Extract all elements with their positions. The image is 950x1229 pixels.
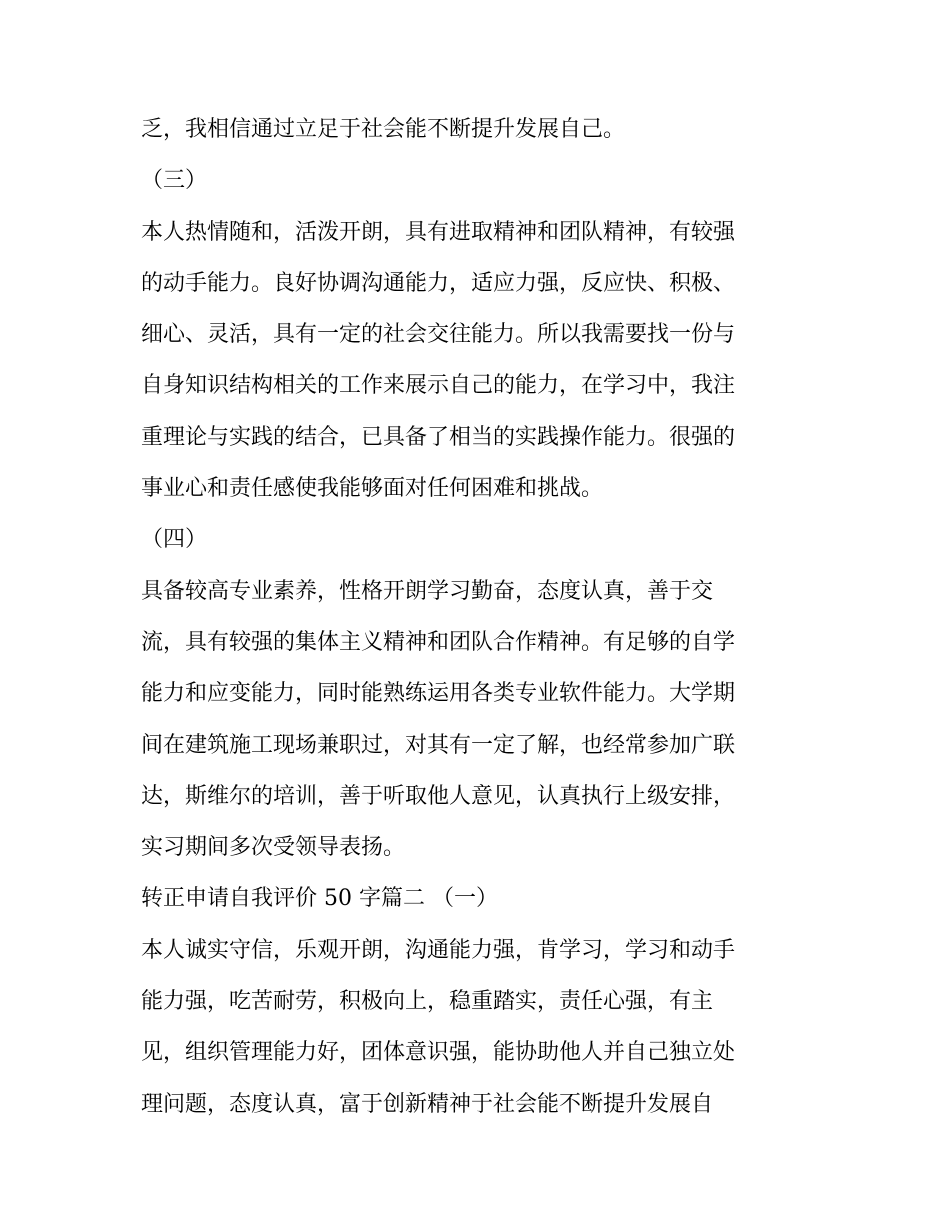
text-line: 本人诚实守信，乐观开朗，沟通能力强，肯学习，学习和动手 bbox=[141, 937, 736, 963]
document-body bbox=[141, 104, 821, 1130]
section-title: 转正申请自我评价 50 字篇二 （一） bbox=[141, 886, 498, 912]
text-line: 本人热情随和，活泼开朗，具有进取精神和团队精神，有较强 bbox=[141, 219, 736, 245]
text-line: 具备较高专业素养，性格开朗学习勤奋，态度认真，善于交 bbox=[141, 578, 714, 604]
text-line: 细心、灵活，具有一定的社会交往能力。所以我需要找一份与 bbox=[141, 322, 736, 348]
text-line: 间在建筑施工现场兼职过，对其有一定了解，也经常参加广联 bbox=[141, 732, 736, 758]
text-line: 乏，我相信通过立足于社会能不断提升发展自己。 bbox=[141, 117, 626, 142]
text-line: 理问题，态度认真，富于创新精神于社会能不断提升发展自 bbox=[141, 1091, 714, 1117]
text-line: 能力强，吃苦耐劳，积极向上，稳重踏实，责任心强，有主 bbox=[141, 989, 714, 1015]
text-line: 流，具有较强的集体主义精神和团队合作精神。有足够的自学 bbox=[141, 629, 736, 655]
text-line: 达，斯维尔的培训，善于听取他人意见，认真执行上级安排， bbox=[141, 783, 736, 809]
text-line: 自身知识结构相关的工作来展示自己的能力，在学习中，我注 bbox=[141, 373, 736, 399]
text-line: 能力和应变能力，同时能熟练运用各类专业软件能力。大学期 bbox=[141, 681, 736, 707]
text-line: 实习期间多次受领导表扬。 bbox=[141, 835, 406, 861]
section-heading: （三） bbox=[141, 168, 208, 194]
text-line: 见，组织管理能力好，团体意识强，能协助他人并自己独立处 bbox=[141, 1040, 736, 1066]
text-line: 事业心和责任感使我能够面对任何困难和挑战。 bbox=[141, 476, 604, 502]
text-line: 的动手能力。良好协调沟通能力，适应力强，反应快、积极、 bbox=[141, 270, 736, 296]
text-line: 重理论与实践的结合，已具备了相当的实践操作能力。很强的 bbox=[141, 424, 736, 450]
section-heading: （四） bbox=[141, 527, 208, 553]
